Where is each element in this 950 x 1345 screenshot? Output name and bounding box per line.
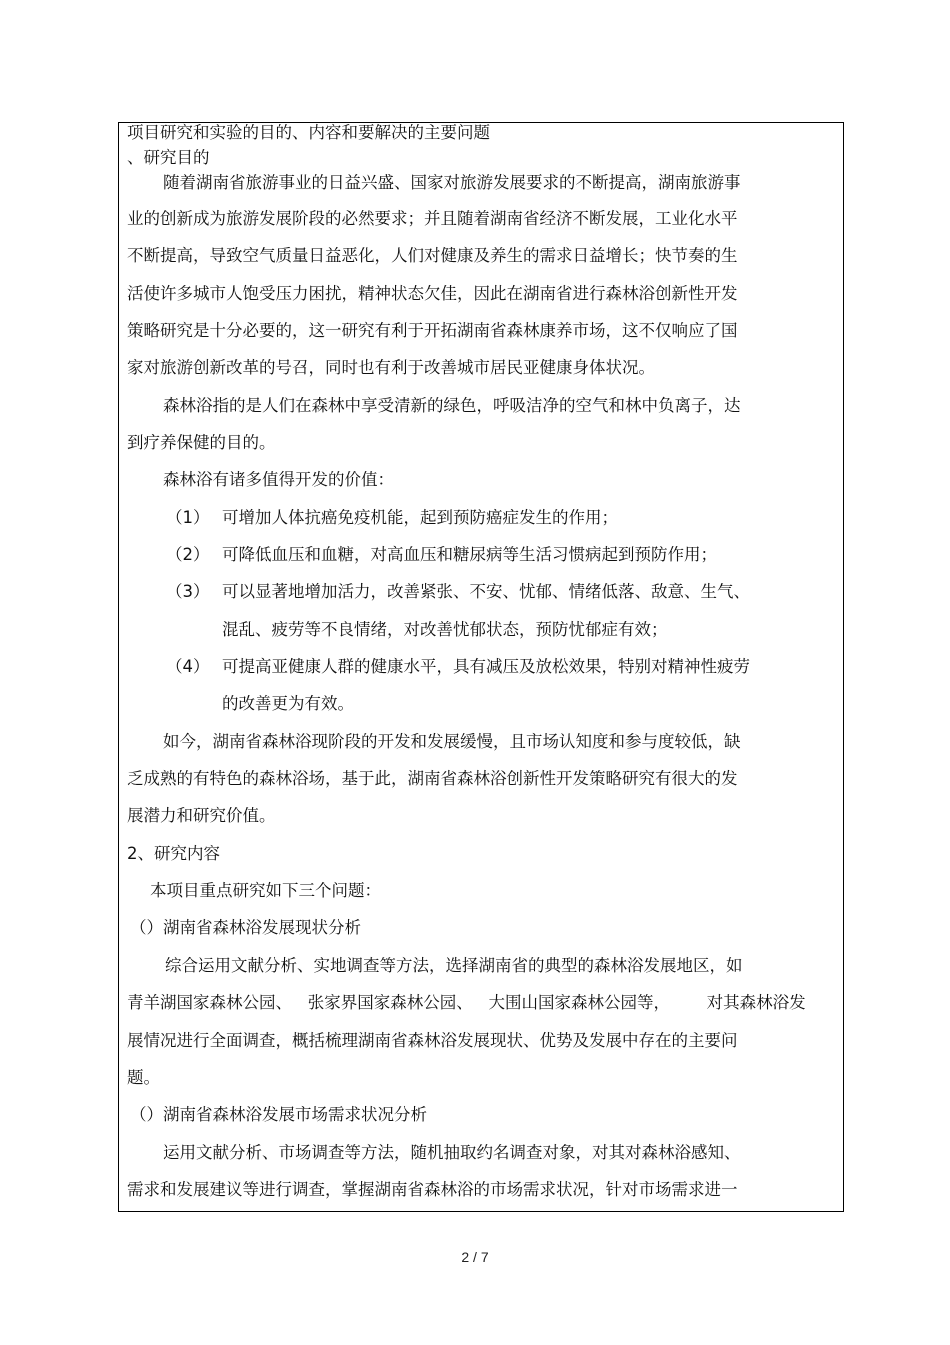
list-item-number: （1） <box>166 508 210 527</box>
paragraph-line: 本项目重点研究如下三个问题： <box>150 881 381 900</box>
paragraph-line: 随着湖南省旅游事业的日益兴盛、国家对旅游发展要求的不断提高，湖南旅游事 <box>163 173 741 192</box>
list-item-text: 可降低血压和血糖，对高血压和糖尿病等生活习惯病起到预防作用； <box>222 545 717 564</box>
paragraph-line: 不断提高，导致空气质量日益恶化，人们对健康及养生的需求日益增长；快节奏的生 <box>127 246 738 265</box>
list-item-text: 可提高亚健康人群的健康水平，具有减压及放松效果，特别对精神性疲劳 <box>222 657 750 676</box>
paragraph-line: 展潜力和研究价值。 <box>127 806 276 825</box>
paragraph-line: 运用文献分析、市场调查等方法，随机抽取约名调查对象，对其对森林浴感知、 <box>163 1143 741 1162</box>
section-heading-purpose: 、研究目的 <box>127 148 210 167</box>
list-item-number: （3） <box>166 582 210 601</box>
list-item-number: （2） <box>166 545 210 564</box>
paragraph-line: 青羊湖国家森林公园、 张家界国家森林公园、 大围山国家森林公园等， 对其森林浴发 <box>127 993 806 1012</box>
paragraph-line: 乏成熟的有特色的森林浴场，基于此，湖南省森林浴创新性开发策略研究有很大的发 <box>127 769 738 788</box>
paragraph-line: 展情况进行全面调查，概括梳理湖南省森林浴发展现状、优势及发展中存在的主要问 <box>127 1031 738 1050</box>
list-item-text: 的改善更为有效。 <box>222 694 354 713</box>
paragraph-line: 策略研究是十分必要的，这一研究有利于开拓湖南省森林康养市场，这不仅响应了国 <box>127 321 738 340</box>
section-heading-content: 2、研究内容 <box>127 844 220 863</box>
subsection-heading: （）湖南省森林浴发展现状分析 <box>130 918 361 937</box>
list-item-text: 混乱、疲劳等不良情绪，对改善忧郁状态，预防忧郁症有效； <box>222 620 668 639</box>
page-number: 2 / 7 <box>461 1249 489 1265</box>
paragraph-line: 综合运用文献分析、实地调查等方法，选择湖南省的典型的森林浴发展地区，如 <box>165 956 743 975</box>
paragraph-line: 到疗养保健的目的。 <box>127 433 276 452</box>
list-item-text: 可增加人体抗癌免疫机能，起到预防癌症发生的作用； <box>222 508 618 527</box>
paragraph-line: 家对旅游创新改革的号召，同时也有利于改善城市居民亚健康身体状况。 <box>127 358 655 377</box>
paragraph-line: 题。 <box>127 1068 160 1087</box>
list-item-text: 可以显著地增加活力，改善紧张、不安、忧郁、情绪低落、敌意、生气、 <box>222 582 750 601</box>
paragraph-line: 业的创新成为旅游发展阶段的必然要求；并且随着湖南省经济不断发展，工业化水平 <box>127 209 738 228</box>
paragraph-line: 需求和发展建议等进行调查，掌握湖南省森林浴的市场需求状况，针对市场需求进一 <box>127 1180 738 1199</box>
paragraph-line: 森林浴指的是人们在森林中享受清新的绿色，呼吸洁净的空气和林中负离子，达 <box>163 396 741 415</box>
table-header-title: 项目研究和实验的目的、内容和要解决的主要问题 <box>127 123 490 142</box>
paragraph-line: 森林浴有诸多值得开发的价值： <box>163 470 394 489</box>
subsection-heading: （）湖南省森林浴发展市场需求状况分析 <box>130 1105 427 1124</box>
paragraph-line: 活使许多城市人饱受压力困扰，精神状态欠佳，因此在湖南省进行森林浴创新性开发 <box>127 284 738 303</box>
paragraph-line: 如今，湖南省森林浴现阶段的开发和发展缓慢，且市场认知度和参与度较低，缺 <box>163 732 741 751</box>
list-item-number: （4） <box>166 657 210 676</box>
